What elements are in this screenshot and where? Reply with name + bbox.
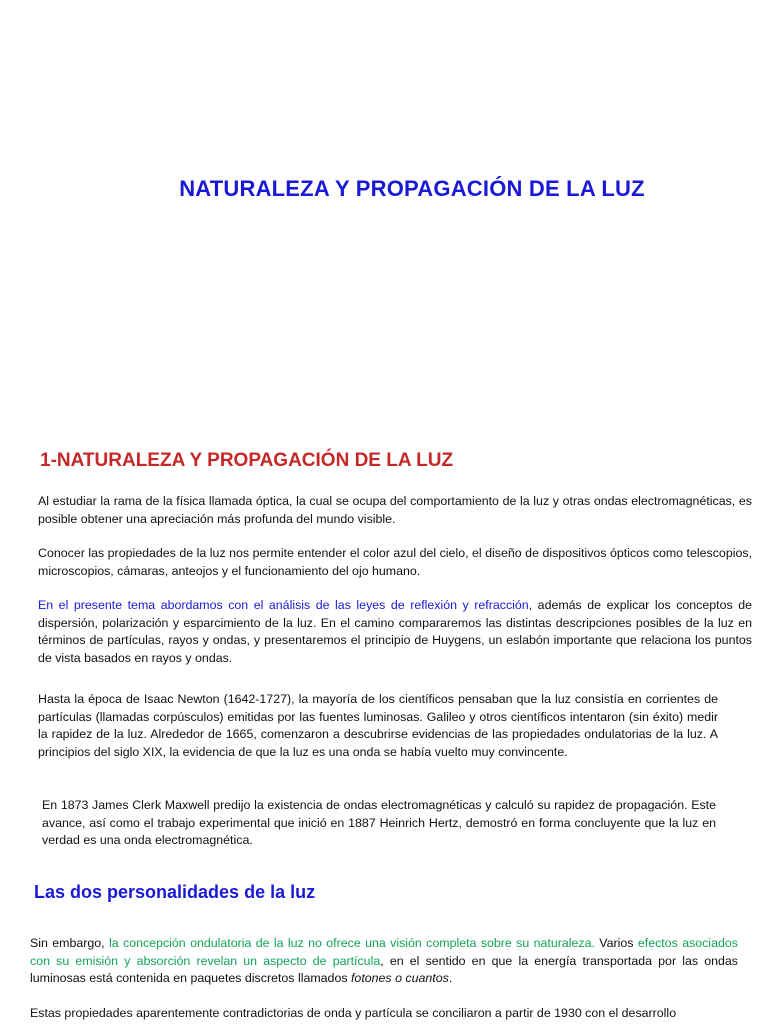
highlighted-text: la concepción ondulatoria de la luz no ofrece una visión completa sobre su naturaleza. [109,936,595,950]
paragraph-optics-intro: Al estudiar la rama de la física llamada óptica, la cual se ocupa del comportamiento de la luz y otras ondas electromagnéticas, es posible obtener una apreciación más profunda del mundo visible. [38,494,752,526]
subheading: Las dos personalidades de la luz [34,882,316,902]
paragraph-light-properties: Conocer las propiedades de la luz nos permite entender el color azul del cielo, el diseño de dispositivos ópticos como telescopios, microscopios, cámaras, anteojos y el funcionamiento del ojo humano. [38,546,752,578]
highlighted-text: efectos asociados con su emisión y absorción revelan un aspecto de partícula [30,936,739,968]
page-title: NATURALEZA Y PROPAGACIÓN DE LA LUZ [179,176,645,201]
paragraph-topic-overview [38,597,752,667]
paragraph-text: , en el sentido en que la energía transportada por las ondas luminosas está contenida en paquetes discretos llamados [30,953,738,986]
italic-term: fotones o cuantos [350,971,449,986]
paragraph-newton-history: Hasta la época de Isaac Newton (1642-1727), la mayoría de los científicos pensaban que la luz consistía en corrientes de partículas (llamadas corpúsculos) emitidas por las fuentes luminosas. Galileo y otros científicos intentaron (sin éxito) medir la rapidez de la luz. Alrededor de 1665, comenzaron a descubrirse evidencias de las propiedades ondulatorias de la luz. A principios del siglo XIX, la evidencia de que la luz es una onda se había vuelto muy convincente. [38,692,718,759]
paragraph-text: . [448,971,453,986]
paragraph-wave-particle [30,935,738,988]
paragraph-text: , además de explicar los conceptos de dispersión, polarización y esparcimiento de la luz. En el camino compararemos las distintas descripciones posibles de la luz en términos de partículas, rayos y ondas, y presentaremos el principio de Huygens, un eslabón importante que relaciona los puntos de vista basados en rayos y ondas. [38,598,752,665]
paragraph-text: Varios [594,936,638,950]
section-heading: 1-NATURALEZA Y PROPAGACIÓN DE LA LUZ [40,450,454,471]
paragraph-text: Sin embargo, [30,936,109,950]
paragraph-maxwell: En 1873 James Clerk Maxwell predijo la existencia de ondas electromagnéticas y calculó su rapidez de propagación. Este avance, así como el trabajo experimental que inició en 1887 Heinrich Hertz, demostró en forma concluyente que la luz en verdad es una onda electromagnética. [42,798,716,848]
paragraph-reconciliation: Estas propiedades aparentemente contradictorias de onda y partícula se conciliaron a partir de 1930 con el desarrollo [30,1006,677,1020]
highlighted-text: En el presente tema abordamos con el análisis de las leyes de reflexión y refracción [38,598,529,612]
